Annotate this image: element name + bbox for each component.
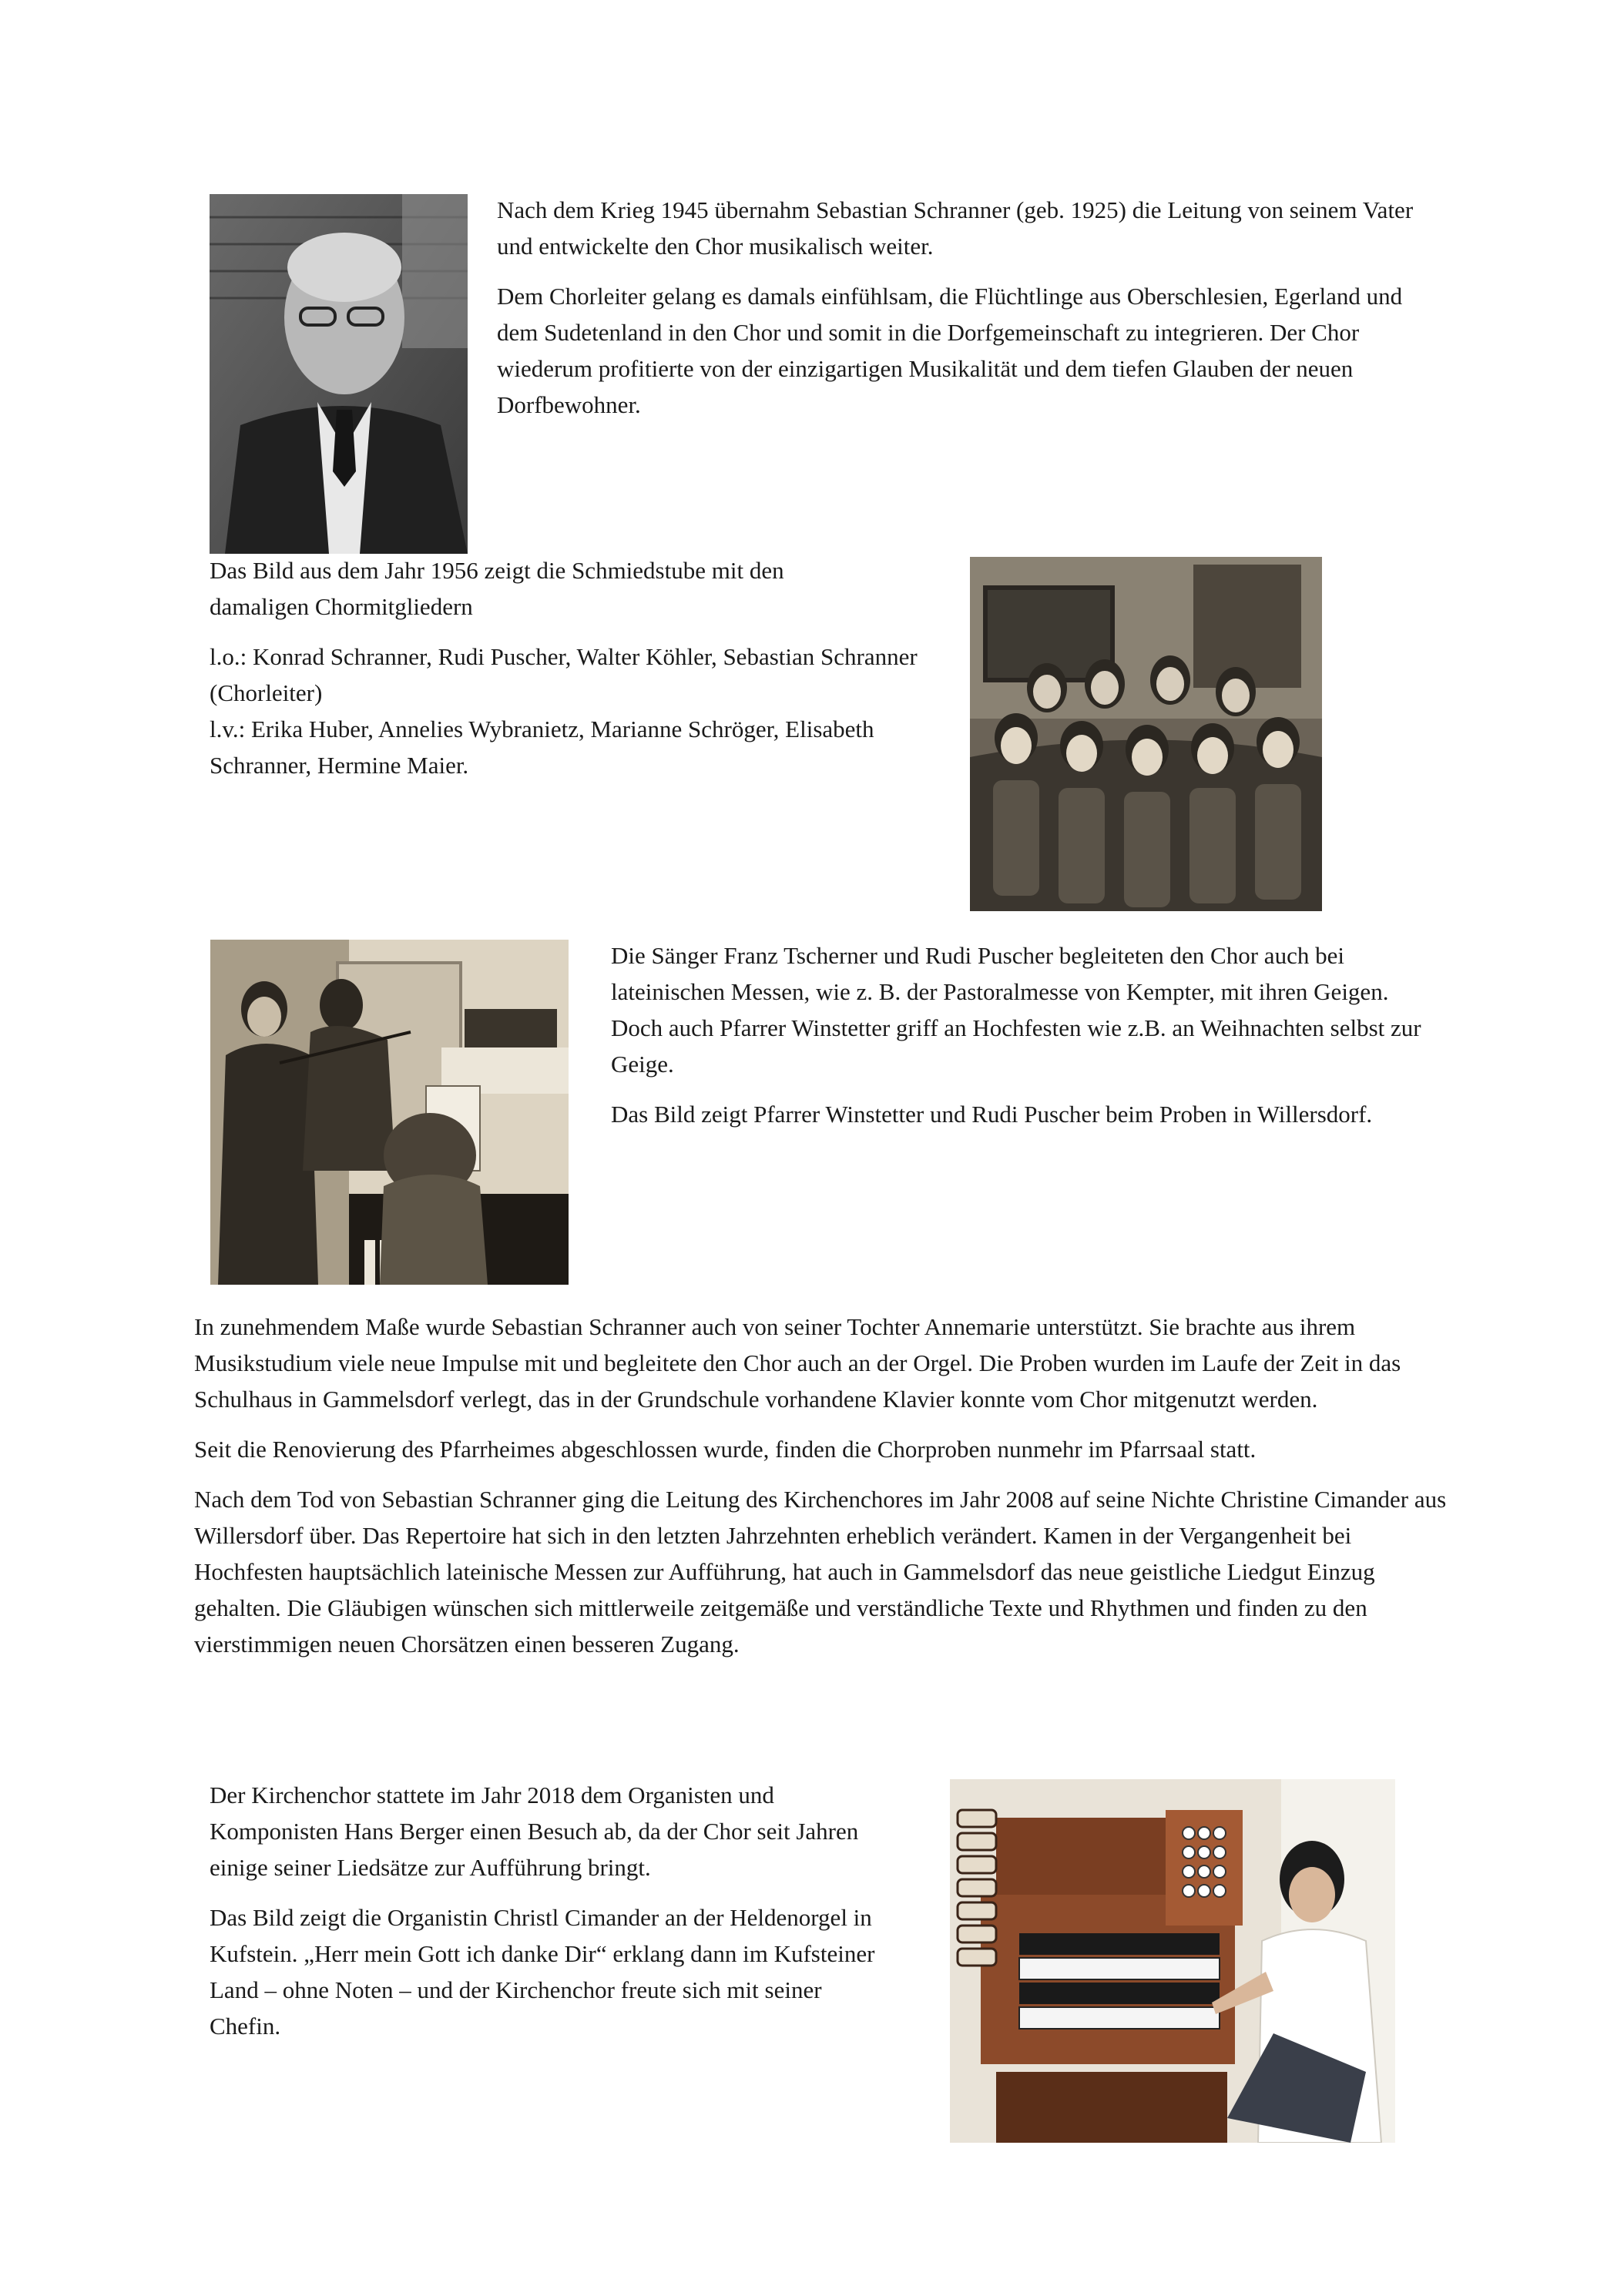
organist-heldenorgel-photo: [950, 1779, 1395, 2143]
section1-paragraph-1: Nach dem Krieg 1945 übernahm Sebastian Schranner (geb. 1925) die Leitung von seinem Vater und entwickelte den Chor musikalisch weiter.: [497, 196, 1414, 260]
portrait-photo-sebastian-schranner: [210, 194, 468, 554]
choir-group-photo-1956: [970, 557, 1322, 911]
section2-intro-line-1: Das Bild aus dem Jahr 1956 zeigt die Schmiedstube mit den: [210, 557, 784, 584]
section2-text: [210, 552, 941, 783]
section5-paragraph-1: Der Kirchenchor stattete im Jahr 2018 dem Organisten und Komponisten Hans Berger einen Besuch ab, da der Chor seit Jahren einige seiner Liedsätze zur Aufführung bringt.: [210, 1781, 859, 1881]
section2-top-row-names: l.o.: Konrad Schranner, Rudi Puscher, Walter Köhler, Sebastian Schranner (Chorleiter): [210, 643, 918, 706]
section2-front-row-names: l.v.: Erika Huber, Annelies Wybranietz, Marianne Schröger, Elisabeth Schranner, Hermine Maier.: [210, 716, 874, 779]
section3-paragraph-2: Das Bild zeigt Pfarrer Winstetter und Rudi Puscher beim Proben in Willersdorf.: [611, 1101, 1373, 1128]
section4-text: [194, 1309, 1450, 1662]
section2-intro-line-2: damaligen Chormitgliedern: [210, 593, 473, 620]
section3-text: [611, 937, 1443, 1132]
section5-text: [210, 1777, 887, 2044]
section3-paragraph-1: Die Sänger Franz Tscherner und Rudi Puscher begleiteten den Chor auch bei lateinischen Messen, wie z. B. der Pastoralmesse von Kempter, mit ihren Geigen. Doch auch Pfarrer Winstetter griff an Hochfesten wie z.B. an Weihnachten selbst zur Geige.: [611, 942, 1421, 1078]
section4-paragraph-2: Seit die Renovierung des Pfarrheimes abgeschlossen wurde, finden die Chorproben nunmehr im Pfarrsaal statt.: [194, 1436, 1257, 1463]
section5-paragraph-2: Das Bild zeigt die Organistin Christl Cimander an der Heldenorgel in Kufstein. „Herr mein Gott ich danke Dir“ erklang dann im Kufsteiner Land – ohne Noten – und der Kirchenchor freute sich mit seiner Chefin.: [210, 1904, 875, 2040]
section4-paragraph-3: Nach dem Tod von Sebastian Schranner ging die Leitung des Kirchenchores im Jahr 2008 auf seine Nichte Christine Cimander aus Willersdorf über. Das Repertoire hat sich in den letzten Jahrzehnten erheblich verändert. Kamen in der Vergangenheit bei Hochfesten hauptsächlich lateinische Messen zur Aufführung, hat auch in Gammelsdorf das neue geistliche Liedgut Einzug gehalten. Die Gläubigen wünschen sich mittlerweile zeitgemäße und verständliche Texte und Rhythmen und finden zu den vierstimmigen neuen Chorsätzen einen besseren Zugang.: [194, 1486, 1447, 1657]
section1-text: [497, 192, 1414, 423]
section4-paragraph-1: In zunehmendem Maße wurde Sebastian Schranner auch von seiner Tochter Annemarie unterstützt. Sie brachte aus ihrem Musikstudium viele neue Impulse mit und begleitete den Chor auch an der Orgel. Die Proben wurden im Laufe der Zeit in das Schulhaus in Gammelsdorf verlegt, das in der Grundschule vorhandene Klavier konnte vom Chor mitgenutzt werden.: [194, 1313, 1401, 1413]
section1-paragraph-2: Dem Chorleiter gelang es damals einfühlsam, die Flüchtlinge aus Oberschlesien, Egerland und dem Sudetenland in den Chor und somit in die Dorfgemeinschaft zu integrieren. Der Chor wiederum profitierte von der einzigartigen Musikalität und dem tiefen Glauben der neuen Dorfbewohner.: [497, 283, 1403, 418]
violin-rehearsal-photo: [210, 940, 569, 1285]
